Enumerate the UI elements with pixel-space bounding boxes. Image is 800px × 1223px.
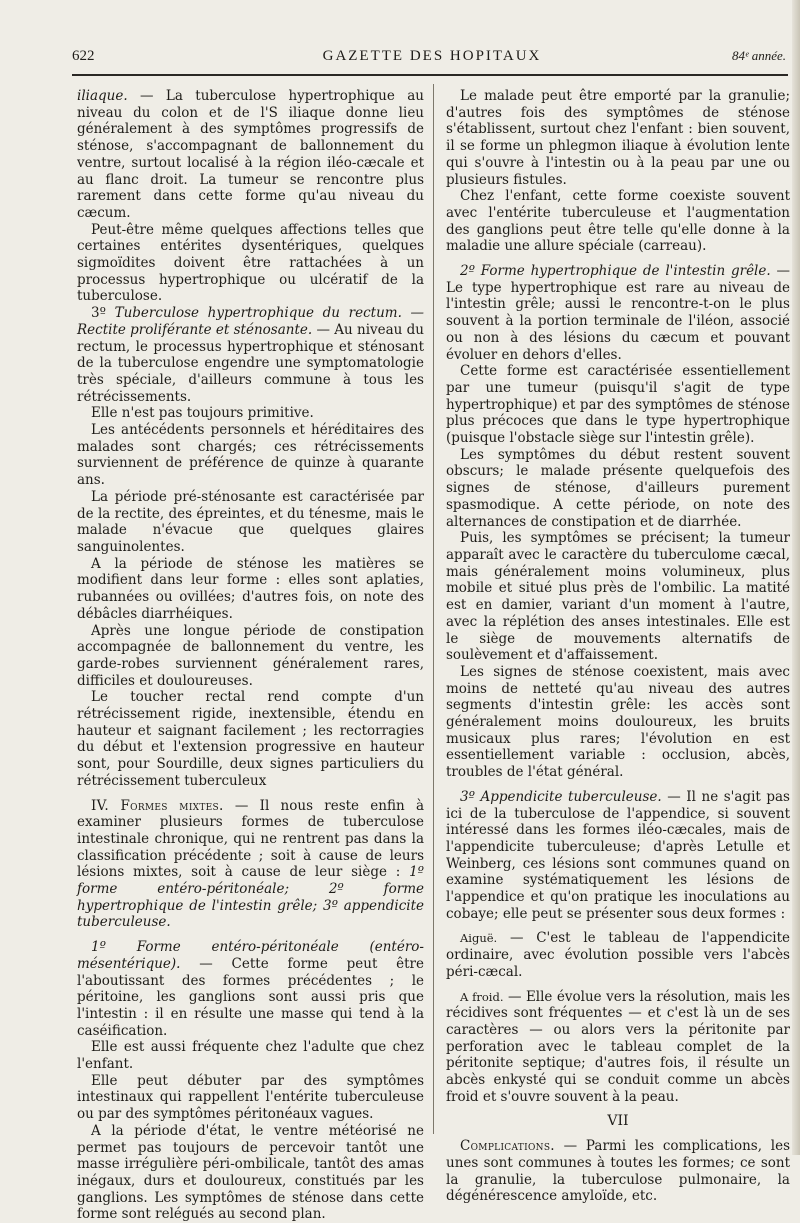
paragraph: iliaque. — La tuberculose hypertrophique au niveau du colon et de l'S iliaque donne lieu généralement à des symptômes progressifs de sténose, s'accompagnant de ballonnement du ventre, surtout localisé à la région iléo-cæcale et au flanc droit. La tumeur se rencontre plus rarement dans cette forme qu'au niveau du cæcum. — [77, 88, 424, 221]
header-rule — [72, 74, 788, 76]
section-3-heading: 3º Tuberculose hypertrophique du rectum. — Rectite proliférante et sténosante. — Au niveau du rectum, le processus hypertrophique et sténosant de la tuberculose engendre une symptomatologie très spéciale, d'ailleurs commune à tous les rétrécissements. — [77, 305, 425, 405]
paragraph: Les symptômes du début restent souvent obscurs; le malade présente quelquefois des signes de sténose, d'ailleurs purement spasmodique. A cette période, on note des alternances de constipation et de diarrhée. — [446, 446, 790, 530]
journal-title: GAZETTE DES HOPITAUX — [322, 48, 542, 64]
paragraph: Chez l'enfant, cette forme coexiste souvent avec l'entérite tuberculeuse et l'augmentation des ganglions peut être telle qu'elle donne à la maladie une allure spéciale (carreau). — [446, 188, 790, 255]
paragraph: Elle est aussi fréquente chez l'adulte que chez l'enfant. — [77, 1039, 424, 1073]
section-iv: IV. Formes mixtes. — Il nous reste enfin à examiner plusieurs formes de tuberculose intestinale chronique, qui ne rentrent pas dans la classification précédente ; soit à cause de leurs lésions mixtes, soit à cause de leur siège : 1º forme entéro-péritonéale; 2º forme hypertrophique de l'intestin grêle; 3º appendicite tuberculeuse. — [77, 797, 424, 931]
paragraph: Les antécédents personnels et héréditaires des malades sont chargés; ces rétrécissements surviennent de préférence de quinze à quarante ans. — [77, 422, 424, 489]
paragraph: Les signes de sténose coexistent, mais avec moins de netteté qu'au niveau des autres segments d'intestin grêle: les accès sont généralement moins douloureux, les bruits musicaux plus rares; l'évolution en est essentiellement variable : occlusion, abcès, troubles de l'état général. — [446, 663, 790, 781]
year-label: 84ᵉ année. — [732, 48, 786, 63]
paragraph: Puis, les symptômes se précisent; la tumeur apparaît avec le caractère du tuberculome cæcal, mais généralement moins volumineux, plus mobile et situé plus près de l'ombilic. La matité est en damier, variant d'un moment à l'autre, avec la réplétion des anses intestinales. Elle est le siège de mouvements alternatifs de soulèvement et d'affaissement. — [446, 530, 790, 664]
paragraph: La période pré-sténosante est caractérisée par de la rectite, des épreintes, et du ténesme, mais le malade n'évacue que quelques glaires sanguinolentes. — [77, 488, 424, 555]
paragraph: 3º Appendicite tuberculeuse. — Il ne s'agit pas ici de la tuberculose de l'appendice, si souvent intéressé dans les formes iléo-cæcales, mais de l'appendicite tuberculeuse; d'après Letulle et Weinberg, ces lésions sont communes quand on examine systématiquement les lésions de l'appendice et qu'on pratique les inoculations au cobaye; elle peut se présenter sous deux formes : — [446, 788, 790, 922]
paragraph: Peut-être même quelques affections telles que certaines entérites dysentériques, quelques sigmoïdites doivent être rattachées à un processus hypertrophique ou ulcératif de la tuberculose. — [77, 221, 424, 305]
section-vii-number: VII — [607, 1113, 629, 1130]
left-column — [77, 88, 424, 1223]
paragraph: Complications. — Parmi les complications, les unes sont communes à toutes les formes; ce sont la granulie, la tuberculose pulmonaire, la dégénérescence amyloïde, etc. — [446, 1138, 790, 1205]
paragraph: Elle n'est pas toujours primitive. — [91, 405, 314, 422]
paragraph: Aiguë. — C'est le tableau de l'appendicite ordinaire, avec évolution possible vers l'abcès péri-cæcal. — [446, 930, 790, 980]
page-header — [72, 48, 792, 70]
right-column — [446, 88, 790, 1205]
paragraph: Elle peut débuter par des symptômes intestinaux qui rappellent l'entérite tuberculeuse ou par des symptômes péritonéaux vagues. — [77, 1072, 424, 1123]
section-iv-heading: IV. Formes mixtes. — [91, 797, 224, 814]
page-number: 622 — [72, 48, 95, 64]
paragraph: 1º Forme entéro-péritonéale (entéro-mésentérique). — Cette forme peut être l'aboutissant des formes précédentes ; le péritoine, les ganglions sont aussi pris que l'intestin : il en résulte une masse qui tend à la caséification. — [77, 939, 424, 1039]
column-divider — [433, 84, 434, 1134]
paragraph: 2º Forme hypertrophique de l'intestin grêle. — Le type hypertrophique est rare au niveau de l'intestin grêle; aussi le rencontre-t-on le plus souvent à la portion terminale de l'iléon, associé ou non à des lésions du cæcum et pouvant évoluer en dehors d'elles. — [446, 263, 790, 363]
paragraph: Après une longue période de constipation accompagnée de ballonnement du ventre, les garde-robes surviennent généralement rares, difficiles et douloureuses. — [77, 622, 424, 689]
paragraph: A la période de sténose les matières se modifient dans leur forme : elles sont aplaties, rubannées ou ovillées; d'autres fois, on note des débâcles diarrhéiques. — [77, 555, 424, 622]
paragraph: Cette forme est caractérisée essentiellement par une tumeur (puisqu'il s'agit de type hypertrophique) et par des symptômes de sténose plus précoces que dans le type hypertrophique (puisque l'obstacle siège sur l'intestin grêle). — [446, 363, 790, 447]
complications-heading: Complications. — [460, 1138, 555, 1155]
page-edge — [792, 0, 800, 1155]
paragraph: A la période d'état, le ventre météorisé ne permet pas toujours de percevoir tantôt une masse irrégulière péri-ombilicale, tantôt des amas inégaux, durs et douloureux, constitués par les ganglions. Les symptômes de sténose dans cette forme sont relégués au second plan. — [77, 1122, 424, 1223]
paragraph: Le toucher rectal rend compte d'un rétrécissement rigide, inextensible, étendu en hauteur et saignant facilement ; les rectorragies du début et l'extension progressive en hauteur sont, pour Sourdille, deux signes particuliers du rétrécissement tuberculeux — [77, 689, 424, 789]
paragraph: Le malade peut être emporté par la granulie; d'autres fois des symptômes de sténose s'établissent, surtout chez l'enfant : bien souvent, il se forme un phlegmon iliaque à évolution lente qui s'ouvre à l'intestin ou à la peau par une ou plusieurs fistules. — [446, 88, 790, 188]
paragraph: A froid. — Elle évolue vers la résolution, mais les récidives sont fréquentes — et c'est là un de ses caractères — ou alors vers la péritonite par perforation avec le tableau complet de la péritonite septique; d'autres fois, il résulte un abcès enkysté qui se conduit comme un abcès froid et s'ouvre souvent à la peau. — [446, 988, 790, 1105]
